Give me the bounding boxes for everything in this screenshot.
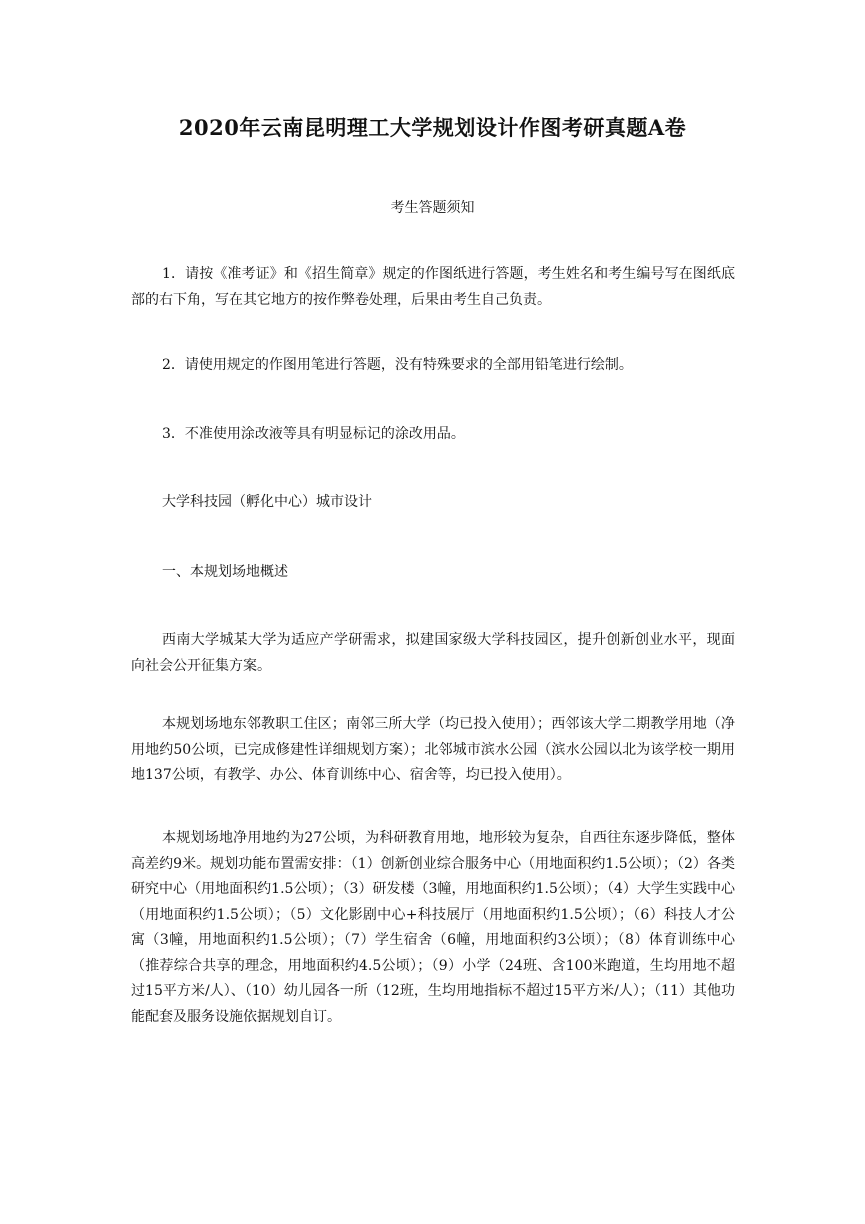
notice-item-3: 3．不准使用涂改液等具有明显标记的涂改用品。 [162, 426, 465, 442]
body-paragraph-intro: 西南大学城某大学为适应产学研需求，拟建国家级大学科技园区，提升创新创业水平，现面向社会公开征集方案。 [131, 632, 735, 674]
notice-heading: 考生答题须知 [390, 200, 475, 216]
page-title: 2020年云南昆明理工大学规划设计作图考研真题A卷 [178, 115, 687, 140]
section-heading: 一、本规划场地概述 [162, 564, 288, 580]
notice-item-2: 2．请使用规定的作图用笔进行答题，没有特殊要求的全部用铅笔进行绘制。 [162, 357, 633, 373]
notice-item-1: 1．请按《准考证》和《招生简章》规定的作图纸进行答题，考生姓名和考生编号写在图纸底部的右下角，写在其它地方的按作弊卷处理，后果由考生自己负责。 [131, 266, 735, 308]
body-paragraph-surroundings: 本规划场地东邻教职工住区；南邻三所大学（均已投入使用）；西邻该大学二期教学用地（净用地约50公顷，已完成修建性详细规划方案）；北邻城市滨水公园（滨水公园以北为该学校一期用地137公顷，有教学、办公、体育训练中心、宿舍等，均已投入使用）。 [131, 716, 735, 783]
project-title: 大学科技园（孵化中心）城市设计 [162, 494, 372, 510]
body-paragraph-program: 本规划场地净用地约为27公顷，为科研教育用地，地形较为复杂，自西往东逐步降低，整体高差约9米。规划功能布置需安排：（1）创新创业综合服务中心（用地面积约1.5公顷）；（2）各类研究中心（用地面积约1.5公顷）；（3）研发楼（3幢，用地面积约1.5公顷）；（4）大学生实践中心（用地面积约1.5公顷）；（5）文化影剧中心+科技展厅（用地面积约1.5公顷）；（6）科技人才公寓（3幢，用地面积约1.5公顷）；（7）学生宿舍（6幢，用地面积约3公顷）；（8）体育训练中心（推荐综合共享的理念，用地面积约4.5公顷）；（9）小学（24班、含100米跑道，生均用地不超过15平方米/人）、（10）幼儿园各一所（12班，生均用地指标不超过15平方米/人）；（11）其他功能配套及服务设施依据规划自订。 [131, 830, 735, 1025]
